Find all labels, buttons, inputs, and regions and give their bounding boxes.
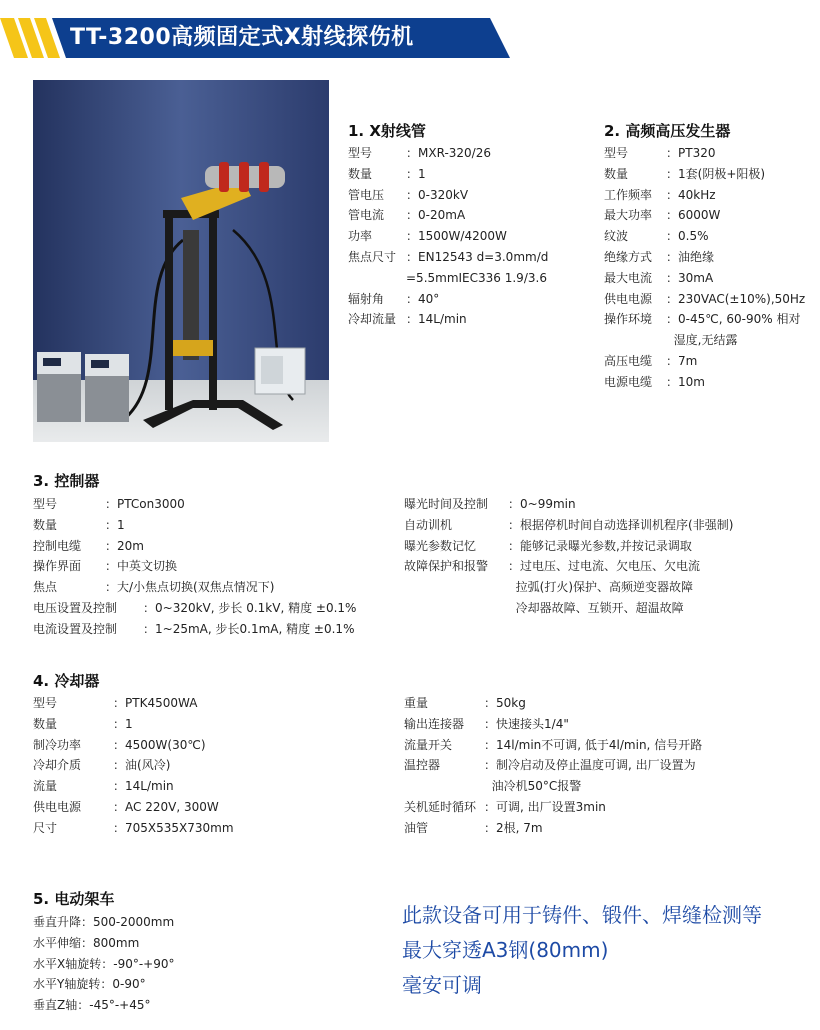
spec-row	[604, 143, 805, 164]
spec-value: ：油绝缘	[666, 249, 715, 264]
spec-value: ：800mm	[81, 935, 140, 950]
section-title-cooler: 4. 冷却器	[33, 672, 100, 690]
spec-value: ：-45°-+45°	[77, 998, 151, 1013]
spec-value: ：0~320kV, 步长 0.1kV, 精度 ±0.1%	[143, 600, 357, 615]
spec-label: 水平Y轴旋转	[33, 977, 101, 992]
spec-row	[348, 164, 548, 185]
spec-row	[33, 556, 356, 577]
spec-label: 制冷功率	[33, 737, 82, 752]
spec-label: 冷却流量	[348, 312, 397, 327]
spec-row	[33, 536, 356, 557]
spec-value: ：PTCon3000	[105, 497, 185, 511]
spec-value: ：230VAC(±10%),50Hz	[666, 291, 806, 306]
spec-label: 故障保护和报警	[404, 559, 489, 574]
spec-row	[33, 912, 175, 933]
spec-label: 温控器	[404, 758, 441, 773]
spec-value: ：7m	[666, 353, 698, 368]
spec-label: 流量	[33, 779, 58, 794]
section-title-hv-generator: 2. 高频高压发生器	[604, 122, 731, 140]
spec-row	[404, 693, 702, 714]
spec-value: ：根据停机时间自动选择训机程序(非强制)	[508, 517, 734, 532]
spec-value: ：1	[406, 166, 426, 181]
spec-value: ：500-2000mm	[81, 915, 175, 929]
spec-value: ：油(风冷)	[113, 758, 171, 773]
spec-row	[33, 797, 234, 818]
spec-value: ：EN12543 d=3.0mm/d =5.5mmIEC336 1.9/3.6	[406, 249, 549, 285]
spec-value: ：705X535X730mm	[113, 820, 234, 835]
tagline-line-2: 最大穿透A3钢(80mm)	[402, 938, 609, 962]
spec-value: ：中英文切换	[105, 559, 178, 574]
spec-row	[348, 247, 548, 289]
spec-row	[404, 494, 733, 515]
spec-row	[604, 351, 805, 372]
spec-value: ：大/小焦点切换(双焦点情况下)	[105, 580, 275, 595]
spec-label: 绝缘方式	[604, 249, 653, 264]
spec-label: 型号	[348, 146, 373, 160]
tagline-line-1: 此款设备可用于铸件、锻件、焊缝检测等	[402, 903, 762, 927]
spec-label: 高压电缆	[604, 353, 653, 368]
spec-row	[33, 818, 234, 839]
spec-row	[33, 954, 175, 975]
hv-generator-specs	[604, 143, 805, 393]
spec-label: 输出连接器	[404, 716, 465, 731]
spec-row	[33, 693, 234, 714]
cooler-specs-left	[33, 693, 234, 839]
spec-label: 最大功率	[604, 208, 653, 223]
spec-value: ：20m	[105, 538, 144, 553]
spec-label: 焦点尺寸	[348, 249, 397, 264]
spec-value: ：50kg	[484, 696, 526, 710]
spec-row	[33, 933, 175, 954]
spec-label: 型号	[33, 696, 58, 710]
spec-label: 操作环境	[604, 312, 653, 327]
spec-value: ：4500W(30℃)	[113, 737, 206, 752]
xray-tube-specs	[348, 143, 548, 330]
spec-value: ：1500W/4200W	[406, 229, 507, 244]
spec-value: ：-90°-+90°	[101, 956, 175, 971]
spec-label: 重量	[404, 696, 429, 710]
spec-value: ：10m	[666, 374, 705, 389]
spec-label: 水平伸缩	[33, 935, 82, 950]
spec-row	[604, 247, 805, 268]
spec-label: 型号	[604, 146, 629, 160]
cooler-specs-right	[404, 693, 702, 839]
spec-value: ：可调, 出厂设置3min	[484, 799, 606, 814]
spec-row	[604, 372, 805, 393]
spec-row	[33, 619, 356, 640]
controller-specs-right	[404, 494, 733, 619]
spec-row	[33, 515, 356, 536]
spec-row	[404, 536, 733, 557]
spec-value: ：0.5%	[666, 229, 709, 244]
spec-value: ：过电压、过电流、欠电压、欠电流 拉弧(打火)保护、高频逆变器故障 冷却器故障、互锁开、超温故障	[508, 559, 701, 615]
spec-label: 数量	[604, 166, 629, 181]
spec-row	[404, 735, 702, 756]
spec-value: ：30mA	[666, 270, 714, 285]
spec-label: 功率	[348, 229, 373, 244]
spec-value: ：制冷启动及停止温度可调, 出厂设置为 油冷机50°C报警	[484, 758, 696, 794]
spec-value: ：40kHz	[666, 187, 716, 202]
spec-label: 流量开关	[404, 737, 453, 752]
spec-value: ：14L/min	[113, 779, 174, 794]
spec-value: ：AC 220V, 300W	[113, 799, 219, 814]
spec-value: ：1	[113, 716, 133, 731]
spec-label: 曝光时间及控制	[404, 497, 489, 511]
spec-value: ：0-90°	[100, 977, 146, 992]
spec-value: ：1套(阴极+阳极)	[666, 166, 766, 181]
spec-value: ：6000W	[666, 208, 721, 223]
spec-row	[348, 185, 548, 206]
tagline-line-3: 毫安可调	[402, 973, 482, 997]
spec-label: 控制电缆	[33, 538, 82, 553]
spec-row	[33, 494, 356, 515]
spec-label: 供电电源	[33, 799, 82, 814]
spec-row	[348, 143, 548, 164]
spec-row	[604, 309, 805, 351]
spec-label: 数量	[348, 166, 373, 181]
spec-row	[604, 268, 805, 289]
header-banner	[0, 18, 510, 58]
controller-specs-left	[33, 494, 356, 640]
spec-label: 数量	[33, 716, 58, 731]
spec-label: 管电流	[348, 208, 385, 223]
spec-value: ：0-320kV	[406, 187, 469, 202]
page-title: TT-3200高频固定式X射线探伤机	[70, 25, 414, 50]
spec-row	[33, 755, 234, 776]
section-title-carriage: 5. 电动架车	[33, 890, 115, 908]
spec-row	[404, 714, 702, 735]
spec-value: ：40°	[406, 291, 440, 306]
spec-row	[404, 515, 733, 536]
spec-label: 最大电流	[604, 270, 653, 285]
spec-row	[604, 185, 805, 206]
spec-value: ：2根, 7m	[484, 820, 543, 835]
spec-label: 电流设置及控制	[33, 621, 118, 636]
spec-value: ：0~99min	[508, 497, 576, 511]
spec-label: 电源电缆	[604, 374, 653, 389]
spec-value: ：1~25mA, 步长0.1mA, 精度 ±0.1%	[143, 621, 355, 636]
spec-row	[604, 164, 805, 185]
spec-label: 垂直Z轴	[33, 998, 78, 1013]
spec-label: 油管	[404, 820, 429, 835]
spec-value: ：14L/min	[406, 312, 467, 327]
spec-label: 纹波	[604, 229, 629, 244]
spec-row	[33, 776, 234, 797]
spec-value: ：PTK4500WA	[113, 696, 198, 710]
carriage-specs	[33, 912, 175, 1016]
spec-row	[348, 226, 548, 247]
spec-value: ：0-45℃, 60-90% 相对 湿度,无结露	[666, 312, 801, 348]
feature-tagline	[402, 898, 762, 1003]
spec-label: 数量	[33, 517, 58, 532]
spec-row	[33, 714, 234, 735]
spec-row	[348, 309, 548, 330]
spec-row	[604, 289, 805, 310]
spec-row	[404, 755, 702, 797]
spec-row	[404, 556, 733, 618]
spec-label: 供电电源	[604, 291, 653, 306]
spec-row	[604, 205, 805, 226]
spec-row	[604, 226, 805, 247]
spec-label: 辐射角	[348, 291, 385, 306]
spec-label: 冷却介质	[33, 758, 82, 773]
spec-label: 曝光参数记忆	[404, 538, 477, 553]
spec-row	[33, 974, 175, 995]
section-title-controller: 3. 控制器	[33, 472, 100, 490]
spec-value: ：0-20mA	[406, 208, 466, 223]
spec-label: 水平X轴旋转	[33, 956, 102, 971]
section-title-xray-tube: 1. X射线管	[348, 122, 426, 140]
spec-row	[33, 598, 356, 619]
spec-label: 电压设置及控制	[33, 600, 118, 615]
spec-value: ：PT320	[666, 146, 716, 160]
spec-row	[404, 797, 702, 818]
spec-label: 垂直升降	[33, 915, 82, 929]
spec-label: 工作频率	[604, 187, 653, 202]
spec-row	[404, 818, 702, 839]
spec-row	[33, 735, 234, 756]
spec-row	[348, 205, 548, 226]
spec-label: 型号	[33, 497, 58, 511]
spec-label: 管电压	[348, 187, 385, 202]
spec-value: ：14l/min不可调, 低于4l/min, 信号开路	[484, 737, 703, 752]
spec-label: 焦点	[33, 580, 58, 595]
spec-row	[33, 577, 356, 598]
spec-label: 自动训机	[404, 517, 453, 532]
spec-value: ：能够记录曝光参数,并按记录调取	[508, 538, 692, 553]
spec-value: ：MXR-320/26	[406, 146, 491, 160]
spec-row	[33, 995, 175, 1016]
spec-value: ：快速接头1/4"	[484, 716, 569, 731]
spec-label: 关机延时循环	[404, 799, 477, 814]
spec-row	[348, 289, 548, 310]
spec-label: 尺寸	[33, 820, 58, 835]
spec-value: ：1	[105, 517, 125, 532]
spec-label: 操作界面	[33, 559, 82, 574]
xray-machine-photo	[33, 80, 329, 442]
